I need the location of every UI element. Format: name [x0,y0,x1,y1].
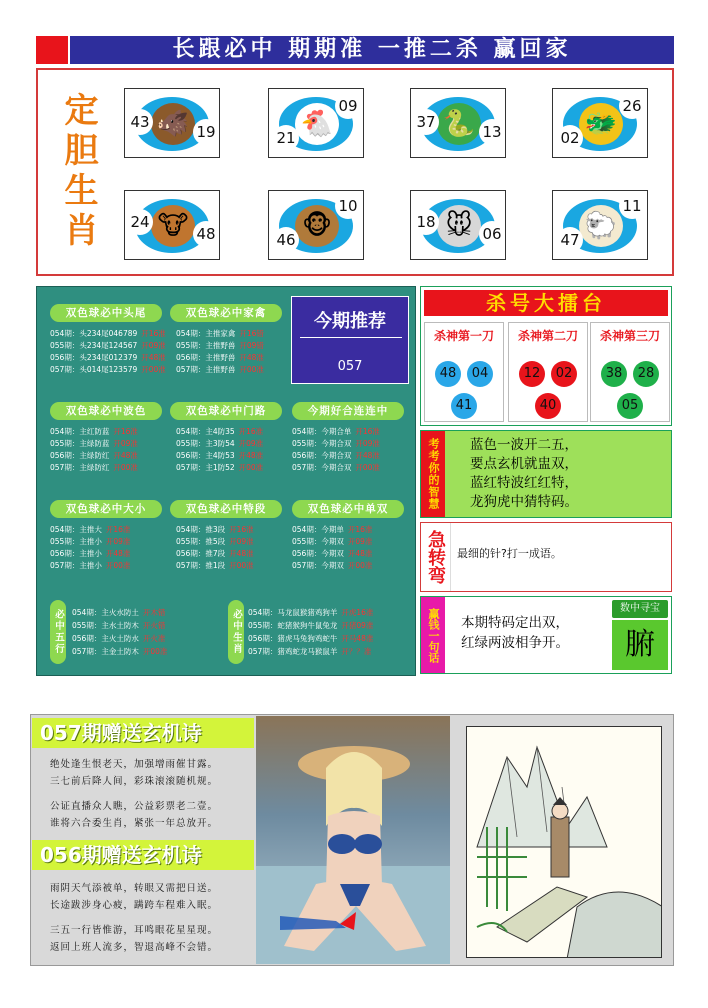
prediction-text: 057期：主金土防木 [72,647,139,656]
poem-line: 公证直播众人瞧，公益彩票老二壹。 [50,801,219,812]
prediction-text: 057期：主1防52 [176,463,235,472]
kill-blade [424,322,504,422]
result-text: 开00准 [239,365,264,374]
result-text: 开16错 [239,329,264,338]
prediction-text: 055期：推5段 [176,537,226,546]
prediction-text: 055期：主3防54 [176,439,235,448]
prediction-text: 055期：主绿防蓝 [50,439,110,448]
prediction-text: 056期：今期合双 [292,451,352,460]
prediction-text: 057期：今期双 [292,561,344,570]
zodiac-number: 24 [127,209,153,235]
result-text: 开16准 [238,427,264,436]
prediction-text: 055期：今期双 [292,537,344,546]
prediction-row [176,548,288,560]
kill-number-ball: 38 [601,361,627,387]
kill-number-ball: 02 [551,361,577,387]
prediction-text: 057期：猪鸡蛇龙马猴鼠羊 [248,647,338,656]
prediction-row [248,645,412,658]
poem-line: 三七前后降人间，彩珠滚滚随机规。 [50,776,219,787]
zodiac-number: 10 [335,193,361,219]
zodiac-number: 21 [273,125,299,151]
result-text: 开虎16准 [341,608,374,617]
result-text: 开16准 [355,427,380,436]
wisdom-label: 考考你的智慧 [421,431,445,517]
prediction-text: 054期：主推大 [50,525,102,534]
rooster-icon: 🐔 [295,103,339,145]
prediction-row [72,606,222,619]
zodiac-number: 37 [413,109,439,135]
riddle-label: 急转弯 [421,523,451,591]
prediction-text: 057期：主推野兽 [176,365,236,374]
kill-number-ball: 41 [451,393,477,419]
prediction-row [248,632,412,645]
prediction-row [248,619,412,632]
poem-title-057: 057期赠送玄机诗 [32,718,254,748]
prediction-text: 056期：头234尾012379 [50,353,138,362]
result-text: 开猪09准 [341,621,374,630]
zodiac-number: 06 [479,221,505,247]
result-text: 开48准 [238,451,264,460]
recommend-box [291,296,409,384]
prediction-row [50,536,170,548]
result-text: 开？？准 [341,647,372,656]
recommend-issue: 057 [337,359,363,374]
rat-icon: 🐭 [437,205,481,247]
banner-title: 长跟必中 期期准 一推二杀 赢回家 [70,36,674,64]
wisdom-line: 蓝红特波红红特， [470,475,578,491]
wisdom-line: 要点玄机就盅双， [470,456,578,472]
kill-number-ball: 48 [435,361,461,387]
zodiac-number: 47 [557,227,583,253]
wisdom-line: 龙狗虎中猜特码。 [470,494,578,510]
prediction-row [50,352,170,364]
earn-text [461,613,569,653]
result-text: 开16准 [105,525,131,534]
prediction-text: 056期：主火土防水 [72,634,139,643]
prediction-row [176,340,288,352]
prediction-row [292,548,410,560]
result-text: 开48准 [229,549,254,558]
ox-icon: 🐮 [151,205,195,247]
section-title: 双色球必中家禽 [170,304,282,322]
prediction-row [176,462,288,474]
prediction-row [292,560,410,572]
prediction-row [176,536,288,548]
result-text: 开09准 [355,439,380,448]
result-text: 开木错 [142,608,166,617]
result-text: 开00准 [105,561,131,570]
prediction-row [50,524,170,536]
earn-label: 赢钱一句话 [421,597,445,673]
dragon-icon: 🐲 [579,103,623,145]
result-text: 开09错 [239,341,264,350]
prediction-row [50,560,170,572]
zodiac-number: 46 [273,227,299,253]
prediction-text: 054期：主4防35 [176,427,235,436]
prediction-text: 054期：今期合单 [292,427,352,436]
result-text: 开00准 [113,463,138,472]
prediction-text: 056期：主推野兽 [176,353,236,362]
riddle-box [420,522,672,592]
result-text: 开09准 [113,439,138,448]
kill-number-ball: 40 [535,393,561,419]
result-text: 开48准 [113,451,138,460]
result-text: 开09准 [238,439,264,448]
result-text: 开09准 [141,341,166,350]
prediction-text: 054期：主推家禽 [176,329,236,338]
zodiac-card [552,88,648,158]
result-text: 开00准 [142,647,168,656]
prediction-text: 055期：今期合双 [292,439,352,448]
poem-line: 长途跋涉身心疲，蹒跨车程难入眠。 [50,900,219,911]
recommend-title: 今期推荐 [314,311,386,332]
prediction-row [176,426,288,438]
prediction-row [292,450,410,462]
prediction-row [50,426,170,438]
zodiac-number: 43 [127,109,153,135]
treasure-label: 数中寻宝 [612,600,668,618]
result-text: 开马48准 [341,634,374,643]
kill-title: 杀号大擂台 [424,290,668,316]
prediction-text: 055期：主推野兽 [176,341,236,350]
banner-red-square [36,36,68,64]
result-text: 开48准 [347,549,373,558]
result-text: 开48准 [105,549,131,558]
result-text: 开16准 [229,525,254,534]
prediction-row [292,426,410,438]
section-title: 双色球必中门路 [170,402,282,420]
section-title: 双色球必中大小 [50,500,162,518]
prediction-text: 054期：推3段 [176,525,226,534]
goat-icon: 🐑 [579,205,623,247]
prediction-text: 056期：推7段 [176,549,226,558]
zodiac-number: 26 [619,93,645,119]
prediction-text: 057期：主绿防红 [50,463,110,472]
zodiac-number: 19 [193,119,219,145]
prediction-text: 057期：主推小 [50,561,102,570]
section-title: 双色球必中头尾 [50,304,162,322]
prediction-row [248,606,412,619]
earn-line: 本期特码定出双， [461,615,569,631]
wisdom-text [470,436,670,512]
zodiac-label: 定胆生肖 [58,92,98,252]
kill-blade-title: 杀神第一刀 [433,329,494,343]
zodiac-card [410,88,506,158]
treasure-char: 腑 [612,620,668,670]
prediction-row [176,352,288,364]
section-title: 双色球必中波色 [50,402,162,420]
wuxing-label: 必中五行 [50,600,66,664]
prediction-text: 054期：主火水防土 [72,608,139,617]
prediction-row [176,524,288,536]
prediction-row [176,560,288,572]
zodiac-number: 02 [557,125,583,151]
result-text: 开火错 [142,621,166,630]
zodiac-number: 18 [413,209,439,235]
result-text: 开48准 [355,451,380,460]
prediction-row [292,524,410,536]
result-text: 开09准 [229,537,254,546]
kill-blade [590,322,670,422]
section-title: 双色球必中单双 [292,500,404,518]
zodiac-card [124,190,220,260]
prediction-text: 055期：蛇猪猴狗牛鼠兔龙 [248,621,338,630]
zodiac-card [410,190,506,260]
result-text: 开00准 [355,463,380,472]
zodiac-number: 09 [335,93,361,119]
zodiac-card [268,190,364,260]
result-text: 开00准 [229,561,254,570]
section-title: 今期好合连连中 [292,402,404,420]
poem-title-056: 056期赠送玄机诗 [32,840,254,870]
result-text: 开00准 [347,561,373,570]
prediction-text: 054期：头234尾046789 [50,329,138,338]
prediction-row [176,328,288,340]
result-text: 开火准 [142,634,166,643]
prediction-row [292,536,410,548]
shengxiao-label: 必中生肖 [228,600,244,664]
result-text: 开09准 [105,537,131,546]
recommend-divider [300,337,402,338]
prediction-text: 054期：马龙鼠猴猪鸡狗羊 [248,608,338,617]
prediction-text: 057期：今期合双 [292,463,352,472]
kill-blade-title: 杀神第三刀 [599,329,660,343]
zodiac-number: 48 [193,221,219,247]
kill-number-ball: 28 [633,361,659,387]
prediction-text: 057期：推1段 [176,561,226,570]
prediction-row [50,462,170,474]
prediction-row [292,462,410,474]
prediction-row [72,632,222,645]
prediction-text: 055期：头234尾124567 [50,341,138,350]
poem-057 [50,756,218,832]
result-text: 开16准 [113,427,138,436]
kill-blade-title: 杀神第二刀 [517,329,578,343]
poem-line: 返回上班人流多，智退高峰不会错。 [50,942,219,953]
kill-number-ball: 04 [467,361,493,387]
poem-line: 三五一行皆惟游，耳鸣眼花星星现。 [50,925,219,936]
poem-line: 绝处逢生恨老天，加强增雨催甘露。 [50,759,219,770]
zodiac-card [124,88,220,158]
kill-number-ball: 05 [617,393,643,419]
result-text: 开00准 [238,463,264,472]
result-text: 开00准 [141,365,166,374]
prediction-row [50,340,170,352]
prediction-text: 056期：主推小 [50,549,102,558]
prediction-row [50,548,170,560]
prediction-row [50,364,170,376]
poem-056 [50,880,218,956]
shengxiao-rows [248,606,412,658]
prediction-row [50,438,170,450]
zodiac-number: 13 [479,119,505,145]
zodiac-number: 11 [619,193,645,219]
prediction-row [176,450,288,462]
monkey-icon: 🐵 [295,205,339,247]
boar-icon: 🐗 [151,103,195,145]
prediction-text: 057期：头014尾123579 [50,365,138,374]
riddle-text: 最细的针?打一成语。 [457,547,562,560]
prediction-text: 056期：今期双 [292,549,344,558]
sage-sketch [466,726,662,958]
earn-line: 红绿两波相争开。 [461,635,569,651]
section-title: 双色球必中特段 [170,500,282,518]
snake-icon: 🐍 [437,103,481,145]
prediction-row [72,619,222,632]
zodiac-card [268,88,364,158]
result-text: 开48准 [141,353,166,362]
model-photo [256,716,450,964]
wuxing-rows [72,606,222,658]
prediction-text: 055期：主推小 [50,537,102,546]
prediction-text: 054期：今期单 [292,525,344,534]
prediction-row [50,328,170,340]
prediction-text: 056期：猪虎马兔狗鸡蛇牛 [248,634,338,643]
poem-line: 雨阴天气添被单，转眼又需把日送。 [50,883,219,894]
prediction-row [50,450,170,462]
kill-blade [508,322,588,422]
result-text: 开48准 [239,353,264,362]
prediction-row [176,364,288,376]
prediction-text: 055期：主水土防木 [72,621,139,630]
wisdom-line: 蓝色一波开二五， [470,437,578,453]
kill-number-ball: 12 [519,361,545,387]
prediction-row [72,645,222,658]
prediction-row [176,438,288,450]
result-text: 开16准 [141,329,166,338]
prediction-text: 056期：主绿防红 [50,451,110,460]
zodiac-card [552,190,648,260]
prediction-row [292,438,410,450]
prediction-text: 056期：主4防53 [176,451,235,460]
result-text: 开09准 [347,537,373,546]
result-text: 开16准 [347,525,373,534]
poem-line: 谁将六合委生肖，紧张一年总放开。 [50,818,219,829]
prediction-text: 054期：主红防蓝 [50,427,110,436]
